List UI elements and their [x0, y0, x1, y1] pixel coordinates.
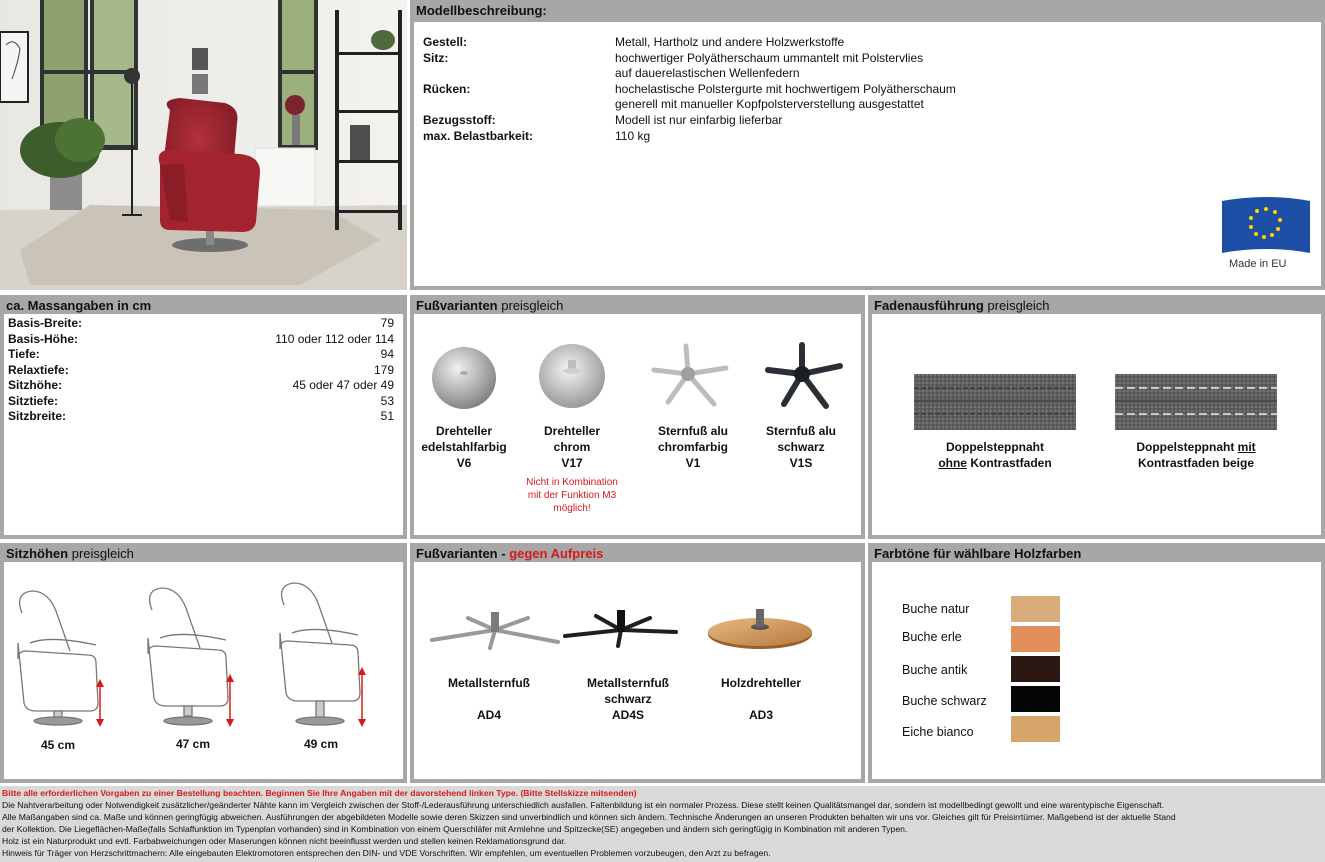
thread-label-plain: Doppelsteppnaht ohne Kontrastfaden	[938, 440, 1052, 470]
footer-line: Alle Maßangaben sind ca. Maße und können geringfügig abweichen. Ausführungen der abgebildeten Modelle sowie deren Skizzen sind unverbindlich und können sich ändern. Technische Änderungen an unseren Produkten behalten wir uns vor. Gleiches gilt für Preisirrtümer. Maßgebend ist der aktuelle Stand	[2, 812, 1176, 822]
desc-label-belastbarkeit: max. Belastbarkeit:	[423, 129, 534, 143]
wood-title: Farbtöne für wählbare Holzfarben	[874, 546, 1082, 561]
desc-value-ruecken-1: hochelastische Polstergurte mit hochwertigem Polyätherschaum	[615, 82, 956, 96]
seat-height-sketch-45	[10, 583, 110, 733]
foot-label-ad3: Holzdrehteller AD3	[720, 676, 801, 722]
measure-row: Sitzhöhe: 45 oder 47 oder 49	[8, 378, 394, 392]
feet-paid-title-red: gegen Aufpreis	[509, 546, 604, 561]
foot-image-v1s	[764, 342, 844, 410]
footer-line: Die Nahtverarbeitung oder Notwendigkeit zusätzlicher/geänderter Nähte kann im Vergleich zwischen der Stoff-/Lederausführung unterschiedlich ausfallen. Faltenbildung ist ein normaler Prozess. Diese stellt keinen Qualitätsmangel dar, sondern ist modellbedingt gewollt und eine warentypische Eigenschaft.	[2, 800, 1165, 810]
seat-height-sketch-47	[140, 580, 240, 733]
measures-table	[4, 316, 400, 436]
feet-free-panel	[410, 295, 865, 539]
foot-image-ad3	[706, 607, 814, 651]
foot-image-ad4s	[562, 608, 680, 648]
seat-height-sketch-49	[272, 575, 372, 733]
thread-title-rest: preisgleich	[983, 298, 1050, 313]
wood-label-buche-schwarz: Buche schwarz	[902, 694, 987, 708]
footer-line: Hinweis für Träger von Herzschrittmachern: Alle eingebauten Elektromotoren entsprechen den DIN- und VDE Vorschriften. Wir empfehlen, um eventuellen Problemen vorzubeugen, den Arzt zu befragen.	[2, 848, 771, 858]
wood-swatch-eiche-bianco	[1011, 716, 1060, 742]
foot-label-v1: Sternfuß alu chromfarbig V1	[657, 424, 728, 470]
desc-value-bezugsstoff: Modell ist nur einfarbig lieferbar	[615, 113, 783, 127]
desc-value-sitz-1: hochwertiger Polyätherschaum ummantelt mit Polstervlies	[615, 51, 924, 65]
feet-paid-panel	[410, 543, 865, 783]
feet-free-title-bold: Fußvarianten	[416, 298, 498, 313]
desc-value-belastbarkeit: 110 kg	[615, 129, 651, 143]
made-in-eu-label: Made in EU	[1229, 258, 1287, 270]
measure-row: Basis-Breite: 79	[8, 316, 394, 330]
thread-title-bold: Fadenausführung	[874, 298, 984, 313]
eu-flag-icon	[1218, 195, 1314, 257]
desc-value-sitz-2: auf dauerelastischen Wellenfedern	[615, 66, 800, 80]
foot-image-v17	[537, 342, 607, 410]
thread-sample-plain	[914, 374, 1076, 430]
measure-row: Sitztiefe: 53	[8, 393, 394, 408]
seat-height-label-45: 45 cm	[40, 738, 76, 752]
measures-title: ca. Massangaben in cm	[6, 298, 152, 313]
footer-notes	[0, 786, 1325, 862]
seat-height-label-47: 47 cm	[175, 737, 211, 751]
measure-row: Tiefe: 94	[8, 347, 394, 361]
thread-sample-contrast	[1115, 374, 1277, 430]
foot-label-v1s: Sternfuß alu schwarz V1S	[765, 424, 836, 470]
seat-height-label-49: 49 cm	[303, 737, 339, 751]
foot-label-ad4: Metallsternfuß AD4	[447, 676, 530, 722]
measure-row: Basis-Höhe: 110 oder 112 oder 114	[8, 331, 394, 346]
wood-swatch-buche-antik	[1011, 656, 1060, 682]
footer-line: der Kollektion. Die Liegeflächen-Maße(falls Schlaffunktion im Typenplan vorhanden) sind in Kombination von einem Querschläfer mit Armlehne und Spitzecke(SE) angegeben und ändern sich geringfügig in Kombination mit anderen Typen.	[2, 824, 908, 834]
description-panel	[410, 0, 1325, 290]
wood-label-buche-natur: Buche natur	[902, 602, 970, 616]
footer-line: Holz ist ein Naturprodukt und evtl. Farbabweichungen oder Maserungen können nicht beeinflusst werden und stellen keinen Reklamationsgrund dar.	[2, 836, 567, 846]
measure-row: Sitzbreite: 51	[8, 409, 394, 423]
wood-label-buche-antik: Buche antik	[902, 663, 968, 677]
desc-label-bezugsstoff: Bezugsstoff:	[423, 113, 496, 127]
feet-paid-title-bold: Fußvarianten -	[416, 546, 510, 561]
thread-label-contrast: Doppelsteppnaht mit Kontrastfaden beige	[1136, 440, 1256, 470]
seat-heights-title-rest: preisgleich	[68, 546, 134, 561]
product-photo	[0, 0, 407, 290]
desc-label-sitz: Sitz:	[423, 51, 449, 65]
footer-order-note: Bitte alle erforderlichen Vorgaben zu einer Bestellung beachten. Beginnen Sie Ihre Angaben mit der davorstehend linken Type. (Bitte Stellskizze mitsenden)	[2, 788, 637, 798]
wood-label-eiche-bianco: Eiche bianco	[902, 725, 974, 739]
wood-swatch-buche-schwarz	[1011, 686, 1060, 712]
foot-label-v17: Drehteller chrom V17	[543, 424, 601, 470]
desc-label-gestell: Gestell:	[423, 35, 468, 49]
desc-value-gestell: Metall, Hartholz und andere Holzwerkstoffe	[615, 35, 845, 49]
foot-label-ad4s: Metallsternfuß schwarz AD4S	[586, 676, 669, 722]
desc-label-ruecken: Rücken:	[423, 82, 471, 96]
wood-swatch-buche-erle	[1011, 626, 1060, 652]
foot-image-v1	[650, 342, 730, 410]
seat-heights-title-bold: Sitzhöhen	[6, 546, 69, 561]
feet-free-title-rest: preisgleich	[497, 298, 564, 313]
desc-value-ruecken-2: generell mit manueller Kopfpolsterverstellung ausgestattet	[615, 97, 924, 111]
measure-row: Relaxtiefe: 179	[8, 362, 394, 377]
wood-label-buche-erle: Buche erle	[902, 630, 962, 644]
foot-note-m3: Nicht in Kombination mit der Funktion M3 möglich!	[526, 477, 618, 514]
foot-image-v6	[430, 345, 498, 411]
foot-image-ad4	[428, 610, 562, 650]
wood-swatch-buche-natur	[1011, 596, 1060, 622]
description-title: Modellbeschreibung:	[416, 3, 547, 18]
foot-label-v6: Drehteller edelstahlfarbig V6	[421, 424, 507, 470]
